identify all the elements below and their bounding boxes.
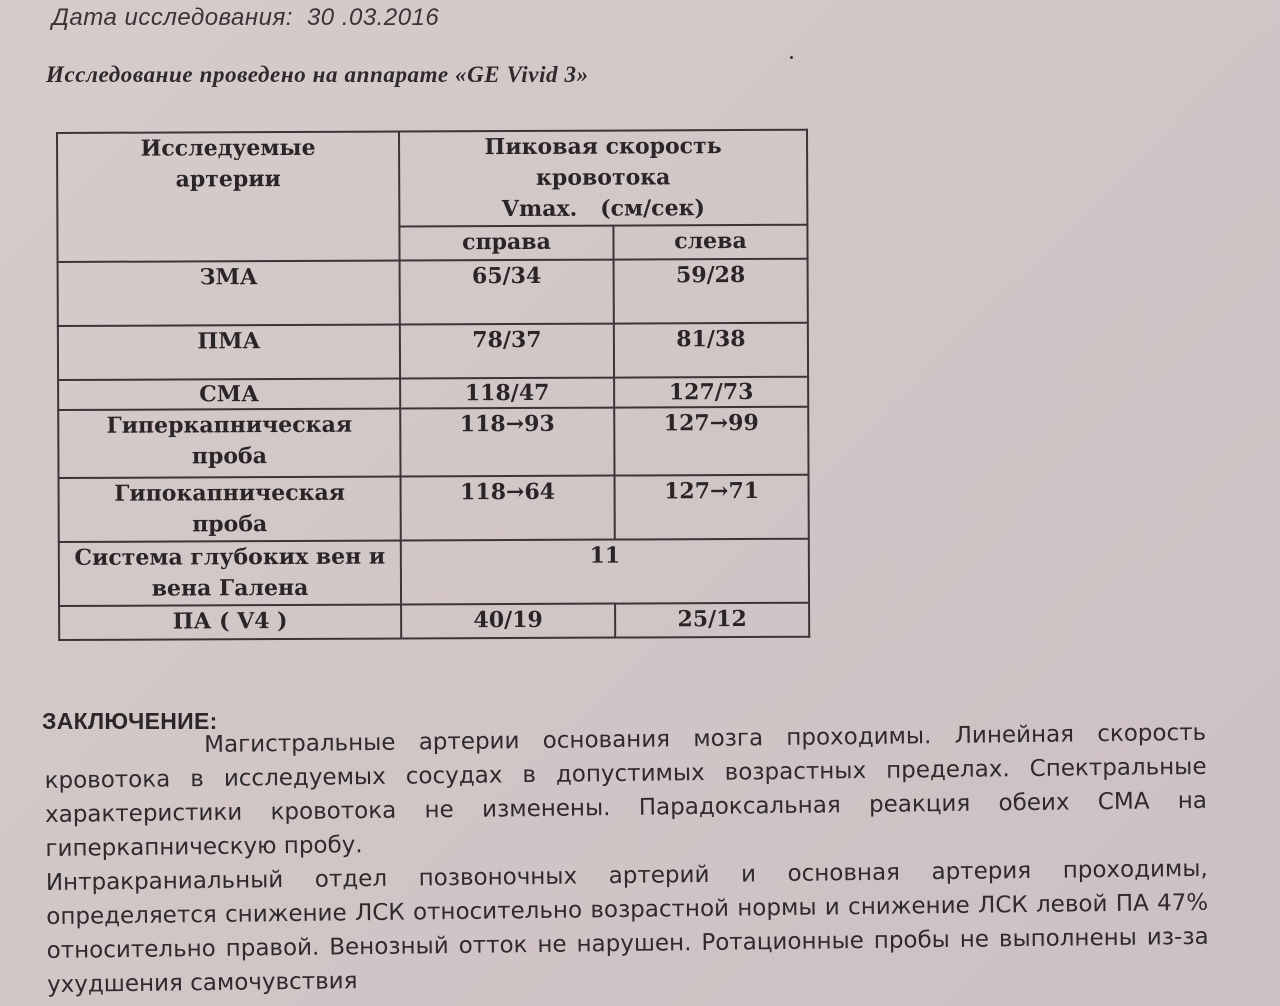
- conclusion-text: [44, 716, 1209, 1002]
- header-peak-velocity: [399, 130, 807, 227]
- right-value-cell: 40/19: [401, 604, 615, 639]
- right-value-cell: 118→93: [400, 408, 614, 477]
- artery-cell: [59, 477, 401, 542]
- left-value-cell: 81/38: [614, 323, 808, 378]
- conclusion-paragraph-1: Магистральные артерии основания мозга проходимы. Линейная скорость кровотока в исследуемых сосудах в допустимых возрастных пределах. Спектральные характеристики кровотока не изменены. Парадоксальная реакция обеих СМА на гиперкапническую пробу.: [44, 719, 1208, 862]
- left-value-cell: 59/28: [614, 259, 808, 324]
- left-value-cell: 25/12: [615, 603, 809, 638]
- artery-cell-text: Система глубоких вен и вена Галена: [74, 543, 386, 602]
- artery-cell-text: Гиперкапническая проба: [106, 411, 353, 470]
- results-table: [56, 129, 810, 641]
- header-peak-line2: кровотока: [535, 164, 671, 191]
- artery-cell: ПМА: [58, 325, 400, 380]
- study-date-label: Дата исследования:: [52, 4, 293, 31]
- table-row: [59, 603, 809, 640]
- header-arteries-text: Исследуемые артерии: [140, 134, 316, 193]
- artery-cell: [58, 409, 400, 478]
- right-value-cell: 65/34: [400, 260, 614, 325]
- left-value-cell: 127/73: [614, 377, 808, 408]
- header-left: слева: [613, 225, 807, 260]
- left-value-cell: 127→71: [615, 475, 809, 540]
- table-row: [59, 475, 809, 542]
- table-row: [58, 259, 808, 326]
- header-right: справа: [399, 226, 613, 261]
- table-header-row: [57, 130, 807, 228]
- header-arteries: [57, 132, 400, 262]
- table-row: [58, 323, 808, 380]
- conclusion-paragraph-2: Интракраниальный отдел позвоночных артерий и основная артерия проходимы, определяется снижение ЛСК относительно возрастной нормы и снижение ЛСК левой ПА 47% относительно правой. Венозный отток не нарушен. Ротационные пробы не выполнены из-за ухудшения самочувствия: [45, 855, 1209, 998]
- device-line: Исследование проведено на аппарате «GE Vivid 3»: [46, 62, 589, 87]
- table-row: [58, 377, 808, 410]
- right-value-cell: 118/47: [400, 378, 614, 409]
- header-peak-line1: Пиковая скорость: [484, 133, 722, 161]
- merged-value-cell: 11: [401, 539, 809, 605]
- header-peak-line3: Vmax. (см/сек): [501, 195, 705, 223]
- artery-cell: СМА: [58, 379, 400, 410]
- artery-cell: ПА ( V4 ): [59, 604, 401, 639]
- table-row: [59, 539, 809, 606]
- left-value-cell: 127→99: [614, 407, 808, 476]
- study-date-line: [52, 4, 439, 32]
- artery-cell-text: Гипокапническая проба: [114, 479, 346, 538]
- paper-speck: [790, 56, 793, 59]
- table-row: [58, 407, 808, 478]
- study-date-value: 30 .03.2016: [306, 4, 440, 31]
- right-value-cell: 78/37: [400, 324, 614, 379]
- artery-cell: [59, 540, 401, 605]
- artery-cell: ЗМА: [58, 261, 400, 326]
- conclusion-title: ЗАКЛЮЧЕНИЕ:: [42, 708, 218, 734]
- right-value-cell: 118→64: [401, 476, 615, 541]
